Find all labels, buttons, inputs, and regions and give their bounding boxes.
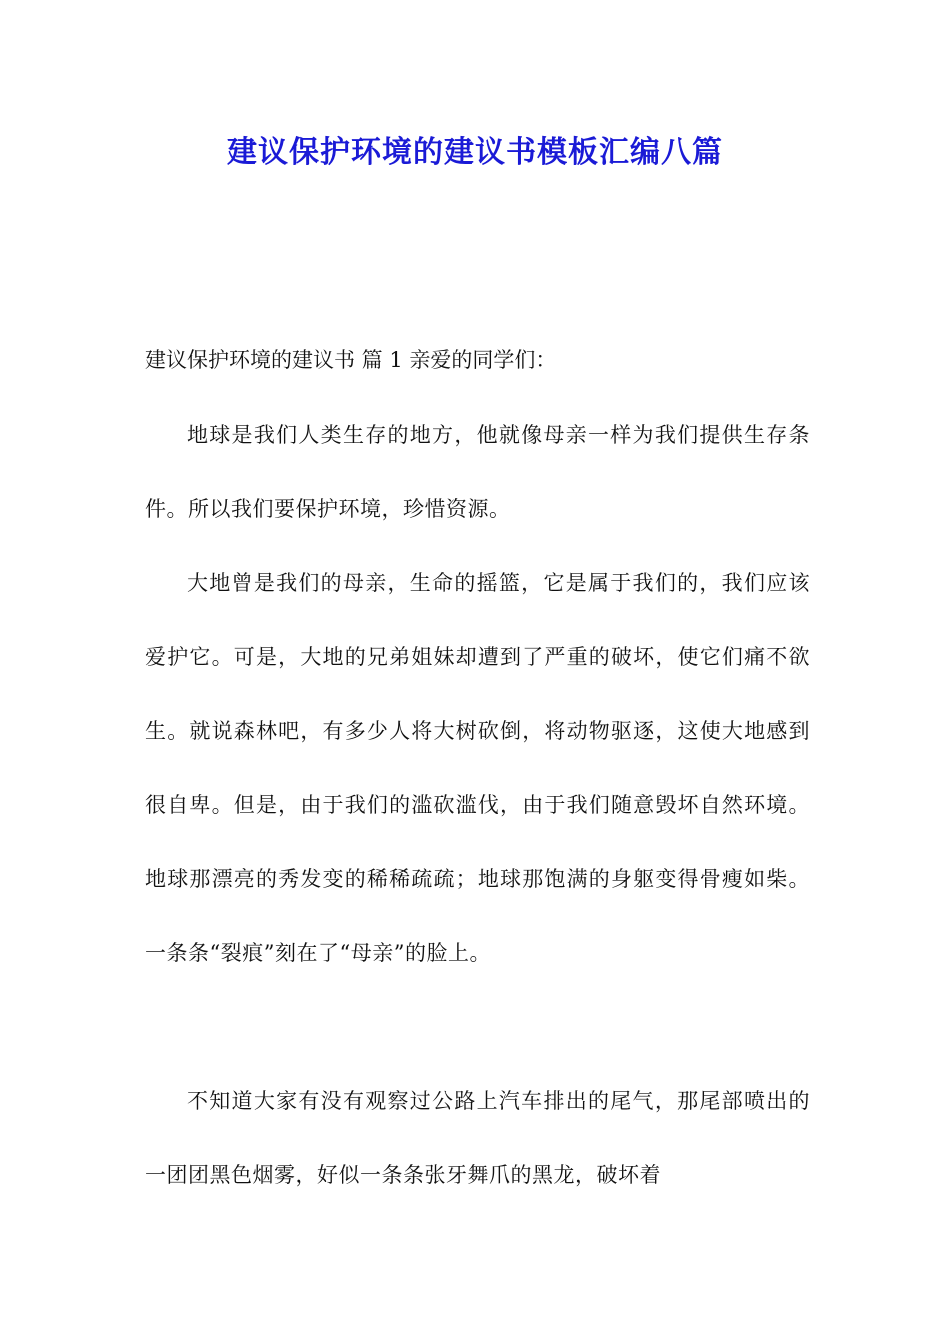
document-title: 建议保护环境的建议书模板汇编八篇 — [227, 135, 723, 170]
section-heading: 建议保护环境的建议书 篇 1 亲爱的同学们： — [145, 348, 557, 372]
paragraph-2: 大地曾是我们的母亲，生命的摇篮，它是属于我们的，我们应该爱护它。可是，大地的兄弟姐妹却遭到了严重的破坏，使它们痛不欲生。就说森林吧，有多少人将大树砍倒，将动物驱逐，这使大地感到很自卑。但是，由于我们的滥砍滥伐，由于我们随意毁坏自然环境。地球那漂亮的秀发变的稀稀疏疏；地球那饱满的身躯变得骨瘦如柴。一条条“裂痕”刻在了“母亲”的脸上。 — [145, 571, 810, 965]
paragraph-3: 不知道大家有没有观察过公路上汽车排出的尾气，那尾部喷出的一团团黑色烟雾，好似一条条张牙舞爪的黑龙，破坏着 — [145, 1089, 810, 1187]
paragraph-1: 地球是我们人类生存的地方，他就像母亲一样为我们提供生存条件。所以我们要保护环境，珍惜资源。 — [145, 423, 810, 521]
